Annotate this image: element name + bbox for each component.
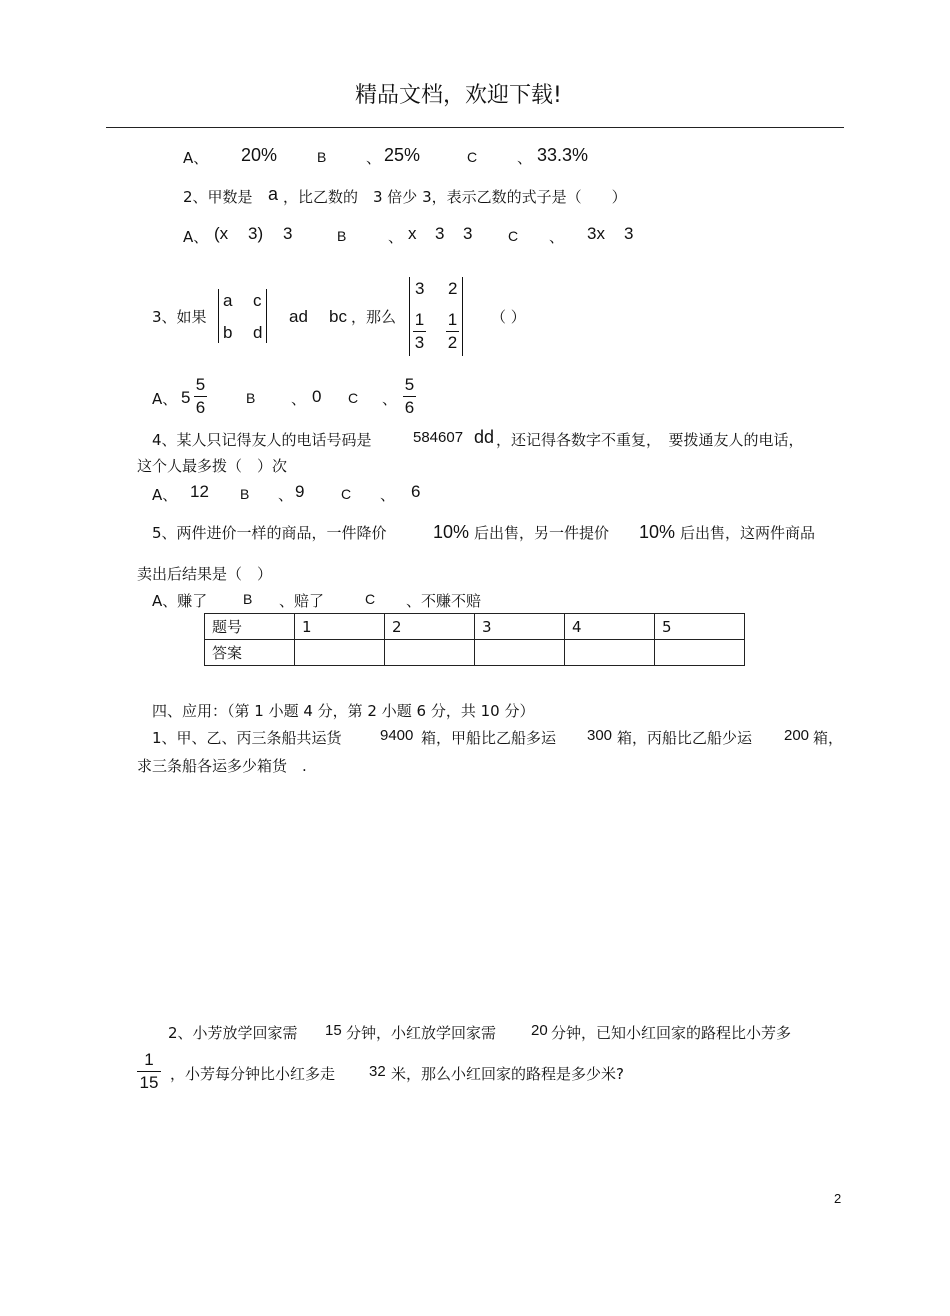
problem-1-total: 9400: [380, 727, 414, 744]
fraction-denominator: 6: [404, 398, 415, 417]
q5-option-c-text: 、不赚不赔: [406, 592, 482, 610]
q5-line2: 卖出后结果是（ ）: [137, 565, 273, 583]
q3-option-c-label: C: [348, 390, 359, 406]
problem-1-more: 300: [587, 727, 613, 744]
table-header-cell: 1: [295, 614, 385, 640]
q3-answer-paren: （ ）: [491, 308, 526, 326]
q4-option-b-label: B: [240, 486, 250, 502]
problem-2-fraction: [137, 1050, 161, 1093]
problem-1-line1-c: 箱，丙船比乙船少运: [617, 729, 753, 747]
q3-option-c-sep: 、: [382, 390, 398, 408]
fraction-numerator: 1: [447, 310, 458, 329]
q5-option-c-label: C: [365, 591, 376, 607]
q2-option-a-expr1: (x: [214, 224, 229, 243]
num-det-left-bar: [409, 277, 410, 356]
q1-option-a-value: 20%: [241, 145, 278, 165]
q2-option-b-expr2: 3: [435, 224, 445, 243]
fraction-denominator: 3: [414, 333, 425, 352]
fraction-numerator: 5: [195, 375, 206, 394]
q2-text-pre: 2、甲数是: [183, 188, 253, 206]
q1-option-c-sep: 、: [517, 149, 533, 167]
q3-label: 3、如果: [152, 308, 207, 326]
problem-2-minutes-1: 15: [325, 1022, 342, 1039]
fraction-bar: [194, 396, 207, 397]
q3-option-c-fraction: [403, 375, 416, 418]
table-header-cell: 5: [655, 614, 745, 640]
problem-2-meters: 32: [369, 1063, 386, 1080]
problem-2-line2-b: 米，那么小红回家的路程是多少米?: [391, 1065, 624, 1083]
num-det-fraction-1: [413, 310, 426, 353]
header-title: 精品文档，欢迎下载!: [355, 83, 562, 108]
q5-percent-2: 10%: [639, 522, 676, 542]
num-det-right-bar: [462, 277, 463, 356]
q2-variable: a: [268, 184, 279, 204]
q1-option-c-value: 33.3%: [537, 145, 589, 165]
q4-line1-post: ，还记得各数字不重复， 要拨通友人的电话，: [496, 431, 804, 449]
problem-1-line1-a: 1、甲、乙、丙三条船共运货: [152, 729, 342, 747]
fraction-numerator: 1: [414, 310, 425, 329]
det-right-bar: [266, 289, 267, 343]
q1-option-b-label: B: [317, 149, 327, 165]
section-4-title: 四、应用：（第 1 小题 4 分，第 2 小题 6 分，共 10 分）: [152, 702, 535, 720]
q4-line1-pre: 4、某人只记得友人的电话号码是: [152, 431, 372, 449]
q4-option-c-value: 6: [411, 482, 421, 501]
fraction-numerator: 5: [404, 375, 415, 394]
det-entry-a: a: [223, 291, 233, 310]
problem-2-line1-c: 分钟，已知小红回家的路程比小芳多: [551, 1024, 792, 1042]
num-det-r1c1: 3: [415, 279, 425, 298]
q3-then: ，那么: [351, 308, 397, 326]
q4-option-b-value: 9: [295, 482, 305, 501]
q5-percent-1: 10%: [433, 522, 470, 542]
page-number: 2: [834, 1191, 842, 1206]
q2-option-a-expr2: 3): [248, 224, 264, 243]
table-row: [205, 614, 745, 640]
num-det-fraction-2: [446, 310, 459, 353]
q5-option-b-label: B: [243, 591, 253, 607]
q3-option-b-label: B: [246, 390, 256, 406]
problem-2-line1-b: 分钟，小红放学回家需: [346, 1024, 497, 1042]
table-header-cell: 3: [475, 614, 565, 640]
q2-option-a-expr3: 3: [283, 224, 293, 243]
q5-line1-post: 后出售，这两件商品: [680, 524, 816, 542]
fraction-denominator: 15: [139, 1073, 159, 1092]
q2-text-post: ，比乙数的 3 倍少 3，表示乙数的式子是（ ）: [283, 188, 627, 206]
q4-option-c-sep: 、: [380, 486, 396, 504]
q2-option-c-expr2: 3: [624, 224, 634, 243]
det-entry-d: d: [253, 323, 263, 342]
q5-option-b-text: 、赔了: [279, 592, 325, 610]
problem-1-line1-d: 箱，: [813, 729, 844, 747]
table-row-label: 答案: [205, 640, 295, 666]
q1-option-a-label: A、: [183, 149, 209, 167]
answer-cell: [295, 640, 385, 666]
q3-option-a-whole: 5: [181, 388, 191, 407]
q2-option-b-label: B: [337, 228, 347, 244]
q4-line2: 这个人最多拨（ ）次: [137, 457, 288, 475]
answer-cell: [385, 640, 475, 666]
q2-option-b-expr1: x: [408, 224, 417, 243]
det-entry-c: c: [253, 291, 262, 310]
q3-option-a-label: A、: [152, 390, 178, 408]
problem-1-line2: 求三条船各运多少箱货 .: [137, 757, 307, 775]
q4-option-b-sep: 、: [278, 486, 294, 504]
fraction-bar: [413, 331, 426, 332]
q2-option-b-expr3: 3: [463, 224, 473, 243]
q4-unknown-digits: dd: [474, 427, 495, 447]
fraction-denominator: 2: [447, 333, 458, 352]
q2-option-c-expr1: 3x: [587, 224, 605, 243]
det-rhs-ad: ad: [289, 307, 308, 326]
num-det-r1c2: 2: [448, 279, 458, 298]
table-header-cell: 4: [565, 614, 655, 640]
q2-option-c-label: C: [508, 228, 519, 244]
q2-option-a-label: A、: [183, 228, 209, 246]
fraction-numerator: 1: [144, 1050, 154, 1069]
q4-option-c-label: C: [341, 486, 352, 502]
table-header-cell: 2: [385, 614, 475, 640]
problem-1-less: 200: [784, 727, 810, 744]
q3-option-b-sep: 、: [291, 390, 307, 408]
answer-cell: [475, 640, 565, 666]
fraction-bar: [403, 396, 416, 397]
det-left-bar: [218, 289, 219, 343]
problem-1-line1-b: 箱，甲船比乙船多运: [421, 729, 557, 747]
det-entry-b: b: [223, 323, 233, 342]
q4-option-a-label: A、: [152, 486, 178, 504]
header-rule: [106, 127, 844, 128]
answer-cell: [655, 640, 745, 666]
problem-2-minutes-2: 20: [531, 1022, 548, 1039]
q5-option-a: A、赚了: [152, 592, 208, 610]
q1-option-b-value: 25%: [384, 145, 421, 165]
q1-option-c-label: C: [467, 149, 478, 165]
q4-phone-number: 584607: [413, 429, 464, 446]
fraction-bar: [446, 331, 459, 332]
q5-line1-pre: 5、两件进价一样的商品，一件降价: [152, 524, 387, 542]
det-rhs-bc: bc: [329, 307, 347, 326]
q3-option-b-value: 0: [312, 387, 322, 406]
table-header-cell: 题号: [205, 614, 295, 640]
q5-line1-mid: 后出售，另一件提价: [474, 524, 610, 542]
q3-option-a-fraction: [194, 375, 207, 418]
answer-table: [204, 613, 745, 666]
problem-2-line2-a: ，小芳每分钟比小红多走: [170, 1065, 336, 1083]
q2-option-c-sep: 、: [549, 228, 565, 246]
q4-option-a-value: 12: [190, 482, 209, 501]
fraction-denominator: 6: [195, 398, 206, 417]
fraction-bar: [137, 1071, 161, 1072]
answer-cell: [565, 640, 655, 666]
q1-option-b-sep: 、: [366, 149, 382, 167]
problem-2-line1-a: 2、小芳放学回家需: [168, 1024, 298, 1042]
q2-option-b-sep: 、: [388, 228, 404, 246]
table-row: [205, 640, 745, 666]
